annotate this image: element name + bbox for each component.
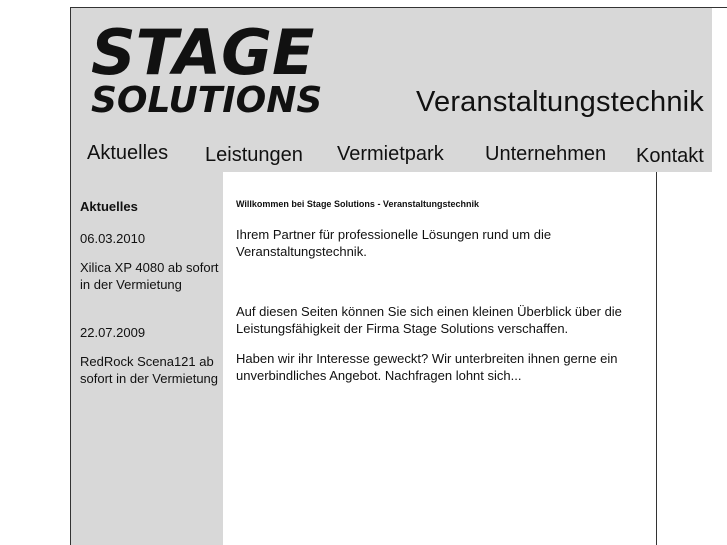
site-header bbox=[71, 8, 712, 172]
content-paragraph: Auf diesen Seiten können Sie sich einen kleinen Überblick über die Leistungsfähigkeit der Firma Stage Solutions verschaffen. bbox=[236, 304, 622, 336]
news-sidebar bbox=[71, 172, 223, 545]
news-item-link[interactable]: RedRock Scena121 ab sofort in der Vermietung bbox=[80, 354, 219, 386]
site-logo[interactable] bbox=[89, 10, 339, 120]
site-tagline: Veranstaltungstechnik bbox=[416, 86, 704, 118]
logo-line2: SOLUTIONS bbox=[91, 80, 323, 120]
logo-graphic bbox=[89, 10, 339, 120]
sidebar-title: Aktuelles bbox=[80, 199, 138, 214]
content-paragraph: Ihrem Partner für professionelle Lösungen rund um die Veranstaltungstechnik. bbox=[236, 227, 552, 259]
news-date: 22.07.2009 bbox=[80, 325, 146, 340]
content-paragraph: Haben wir ihr Interesse geweckt? Wir unterbreiten ihnen gerne ein unverbindliches Angebot. Nachfragen lohnt sich... bbox=[236, 351, 618, 383]
nav-item-unternehmen[interactable]: Unternehmen bbox=[485, 143, 607, 165]
main-nav bbox=[71, 136, 712, 172]
nav-item-vermietpark[interactable]: Vermietpark bbox=[337, 143, 444, 165]
content-heading: Willkommen bei Stage Solutions - Veranstaltungstechnik bbox=[236, 199, 479, 209]
news-date: 06.03.2010 bbox=[80, 231, 146, 246]
nav-item-leistungen[interactable]: Leistungen bbox=[205, 144, 303, 166]
news-item-link[interactable]: Xilica XP 4080 ab sofort in der Vermietung bbox=[80, 260, 219, 292]
nav-item-kontakt[interactable]: Kontakt bbox=[636, 145, 704, 167]
nav-item-aktuelles[interactable]: Aktuelles bbox=[87, 142, 169, 164]
logo-line1: STAGE bbox=[91, 16, 315, 89]
